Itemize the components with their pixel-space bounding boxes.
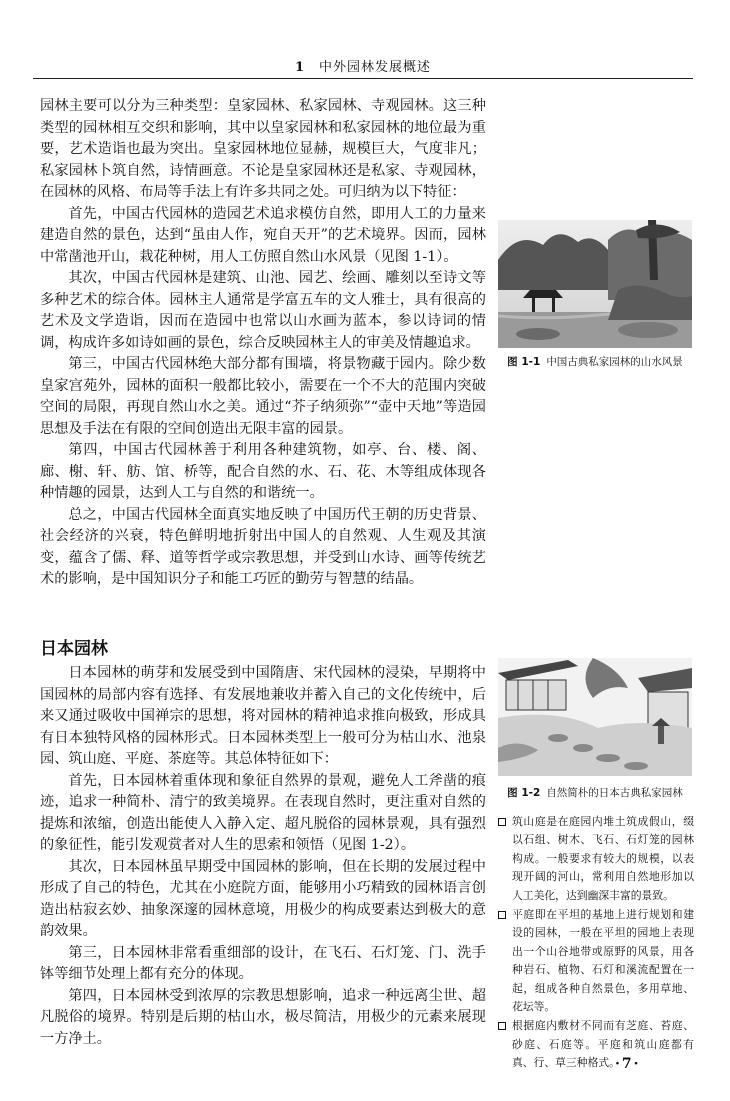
figure-caption bbox=[498, 354, 692, 369]
paragraph: 第四，日本园林受到浓厚的宗教思想影响，追求一种远离尘世、超凡脱俗的境界。特别是后期的枯山水，极尽简洁，用极少的元素来展现一方净土。 bbox=[40, 987, 486, 1047]
paragraph: 园林主要可以分为三种类型：皇家园林、私家园林、寺观园林。这三种类型的园林相互交织和影响，其中以皇家园林和私家园林的地位最为重要，艺术造诣也最为突出。皇家园林地位显赫，规模巨大，气度非凡；私家园林卜筑自然，诗情画意。不论是皇家园林还是私家、寺观园林，在园林的风格、布局等手法上有许多共同之处。可归纳为以下特征： bbox=[40, 98, 486, 200]
paragraph: 首先，中国古代园林的造园艺术追求模仿自然，即用人工的力量来建造自然的景色，达到“虽由人作，宛自天开”的艺术境界。因而，园林中常凿池开山，栽花种树，用人工仿照自然山水风景（见图 1-1）。 bbox=[40, 205, 486, 265]
page-number: ·7· bbox=[615, 1056, 641, 1072]
paragraph: 总之，中国古代园林全面真实地反映了中国历代王朝的历史背景、社会经济的兴衰，特色鲜明地折射出中国人的自然观、人生观及其演变，蕴含了儒、释、道等哲学或宗教思想，并受到山水诗、画等传统艺术的影响，是中国知识分子和能工巧匠的勤劳与智慧的结晶。 bbox=[40, 506, 486, 587]
paragraph: 其次，日本园林虽早期受中国园林的影响，但在长期的发展过程中形成了自己的特色，尤其在小庭院方面，能够用小巧精致的园林语言创造出枯寂玄妙、抽象深邃的园林意境，用极少的构成要素达到极大的意韵效果。 bbox=[40, 858, 486, 939]
side-note bbox=[498, 1017, 694, 1072]
side-note bbox=[498, 906, 694, 1016]
side-notes bbox=[498, 813, 694, 1074]
body-text-section-1 bbox=[40, 96, 486, 591]
figure-number: 图 1-2 bbox=[507, 787, 541, 799]
figure-caption-text: 自然简朴的日本古典私家园林 bbox=[546, 787, 683, 799]
body-text-section-2 bbox=[40, 663, 486, 1050]
side-note bbox=[498, 813, 694, 905]
paragraph: 首先，日本园林着重体现和象征自然界的景观，避免人工斧凿的痕迹，追求一种简朴、清宁的致美境界。在表现自然时，更注重对自然的提炼和浓缩，创造出能使人入静入定、超凡脱俗的园林景观，具有强烈的象征性，能引发观赏者对人生的思索和领悟（见图 1-2）。 bbox=[40, 772, 486, 853]
paragraph: 第三，中国古代园林绝大部分都有围墙，将景物藏于园内。除少数皇家宫苑外，园林的面积一般都比较小，需要在一个不大的范围内突破空间的局限，再现自然山水之美。通过“芥子纳须弥”“壶中天地”等造园思想及手法在有限的空间创造出无限丰富的园景。 bbox=[40, 356, 486, 437]
figure-number: 图 1-1 bbox=[507, 356, 541, 368]
paragraph: 第三，日本园林非常看重细部的设计，在飞石、石灯笼、门、洗手钵等细节处理上都有充分的体现。 bbox=[40, 944, 486, 982]
running-header bbox=[33, 56, 693, 78]
side-note-text: 平庭即在平坦的基地上进行规划和建设的园林，一般在平坦的园地上表现出一个山谷地带或原野的风景，用各种岩石、植物、石灯和溪流配置在一起，组成各种自然景色，多用草地、花坛等。 bbox=[512, 908, 694, 1014]
japanese-garden-photo bbox=[498, 658, 692, 776]
section-heading: 日本园林 bbox=[40, 639, 108, 659]
paragraph: 其次，中国古代园林是建筑、山池、园艺、绘画、雕刻以至诗文等多种艺术的综合体。园林主人通常是学富五车的文人雅士，具有很高的艺术及文学造诣，因而在造园中也常以山水画为蓝本，参以诗词的情调，构成许多如诗如画的景色，综合反映园林主人的审美及情趣追求。 bbox=[40, 270, 486, 351]
paragraph: 第四，中国古代园林善于利用各种建筑物，如亭、台、楼、阁、廊、榭、轩、舫、馆、桥等，配合自然的水、石、花、木等组成体现各种情趣的园景，达到人工与自然的和谐统一。 bbox=[40, 442, 486, 501]
chapter-title: 中外园林发展概述 bbox=[319, 60, 432, 75]
checkbox-bullet-icon bbox=[498, 818, 506, 826]
chinese-garden-photo bbox=[498, 220, 692, 348]
checkbox-bullet-icon bbox=[498, 911, 506, 919]
chapter-number: 1 bbox=[294, 60, 306, 75]
header-rule bbox=[33, 78, 693, 79]
checkbox-bullet-icon bbox=[498, 1022, 506, 1030]
side-note-text: 筑山庭是在庭园内堆土筑成假山，缀以石组、树木、飞石、石灯笼的园林构成。一般要求有较大的规模，以表现开阔的河山，常利用自然地形加以人工美化，达到幽深丰富的景致。 bbox=[512, 815, 694, 902]
figure-caption bbox=[498, 785, 692, 800]
paragraph: 日本园林的萌芽和发展受到中国隋唐、宋代园林的浸染，早期将中国园林的局部内容有选择、有发展地兼收并蓄入自己的文化传统中，后来又通过吸收中国禅宗的思想，将对园林的精神追求推向极致，形成具有日本独特风格的园林形式。日本园林类型上一般可分为枯山水、池泉园、筑山庭、平庭、茶庭等。其总体特征如下： bbox=[40, 665, 486, 767]
side-note-text: 根据庭内敷材不同而有芝庭、苔庭、砂庭、石庭等。平庭和筑山庭都有真、行、草三种格式。 bbox=[512, 1019, 694, 1070]
figure-caption-text: 中国古典私家园林的山水风景 bbox=[546, 356, 683, 368]
